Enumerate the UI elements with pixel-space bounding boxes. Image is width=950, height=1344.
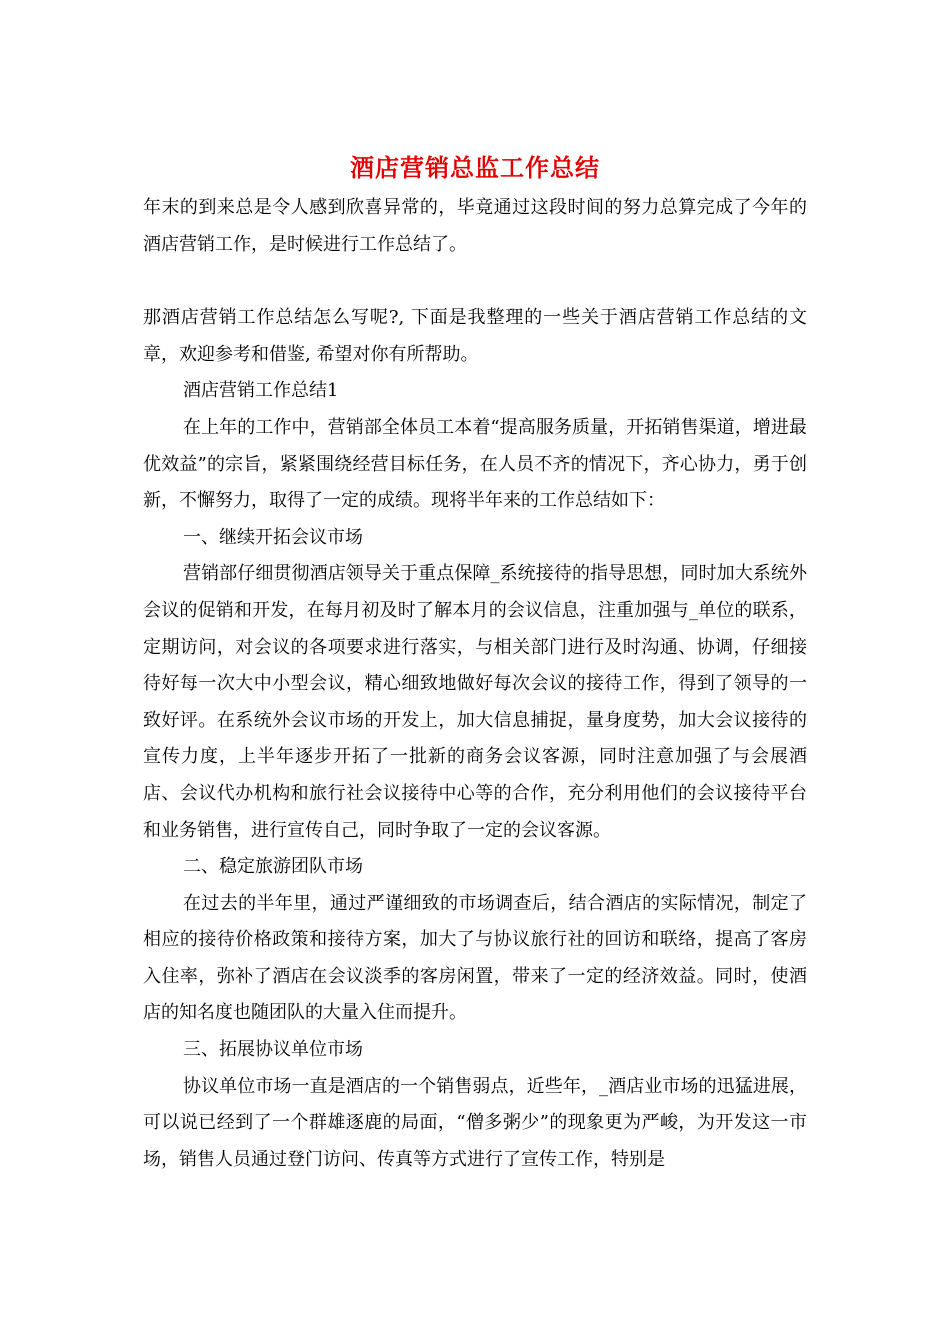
- document-title: 酒店营销总监工作总结: [350, 153, 600, 182]
- intro-paragraph-2: 那酒店营销工作总结怎么写呢?, 下面是我整理的一些关于酒店营销工作总结的文章，欢迎参考和借鉴, 希望对你有所帮助。: [143, 307, 807, 365]
- document-body: [143, 190, 807, 1178]
- opening-paragraph: 在上年的工作中，营销部全体员工本着“提高服务质量，开拓销售渠道，增进最优效益”的宗旨，紧紧围绕经营目标任务，在人员不齐的情况下，齐心协力，勇于创新，不懈努力，取得了一定的成绩。现将半年来的工作总结如下：: [143, 416, 807, 512]
- paragraph-1: 营销部仔细贯彻酒店领导关于重点保障_系统接待的指导思想，同时加大系统外会议的促销和开发，在每月初及时了解本月的会议信息，注重加强与_单位的联系，定期访问，对会议的各项要求进行落实，与相关部门进行及时沟通、协调，仔细接待好每一次大中小型会议，精心细致地做好每次会议的接待工作，得到了领导的一致好评。在系统外会议市场的开发上，加大信息捕捉，量身度势，加大会议接待的宣传力度，上半年逐步开拓了一批新的商务会议客源，同时注意加强了与会展酒店、会议代办机构和旅行社会议接待中心等的合作，充分利用他们的会议接待平台和业务销售，进行宣传自己，同时争取了一定的会议客源。: [143, 563, 807, 841]
- heading-2: 二、稳定旅游团队市场: [183, 856, 363, 878]
- heading-1: 一、继续开拓会议市场: [183, 526, 363, 548]
- heading-3: 三、拓展协议单位市场: [183, 1039, 363, 1061]
- intro-paragraph-1: 年末的到来总是令人感到欣喜异常的，毕竟通过这段时间的努力总算完成了今年的酒店营销工作，是时候进行工作总结了。: [143, 197, 807, 255]
- paragraph-3: 协议单位市场一直是酒店的一个销售弱点，近些年，_酒店业市场的迅猛进展，可以说已经到了一个群雄逐鹿的局面，“僧多粥少”的现象更为严峻，为开发这一市场，销售人员通过登门访问、传真等方式进行了宣传工作，特别是: [143, 1075, 807, 1170]
- paragraph-2: 在过去的半年里，通过严谨细致的市场调查后，结合酒店的实际情况，制定了相应的接待价格政策和接待方案，加大了与协议旅行社的回访和联络，提高了客房入住率，弥补了酒店在会议淡季的客房闲置，带来了一定的经济效益。同时，使酒店的知名度也随团队的大量入住而提升。: [143, 892, 807, 1024]
- section-title: 酒店营销工作总结1: [183, 380, 339, 402]
